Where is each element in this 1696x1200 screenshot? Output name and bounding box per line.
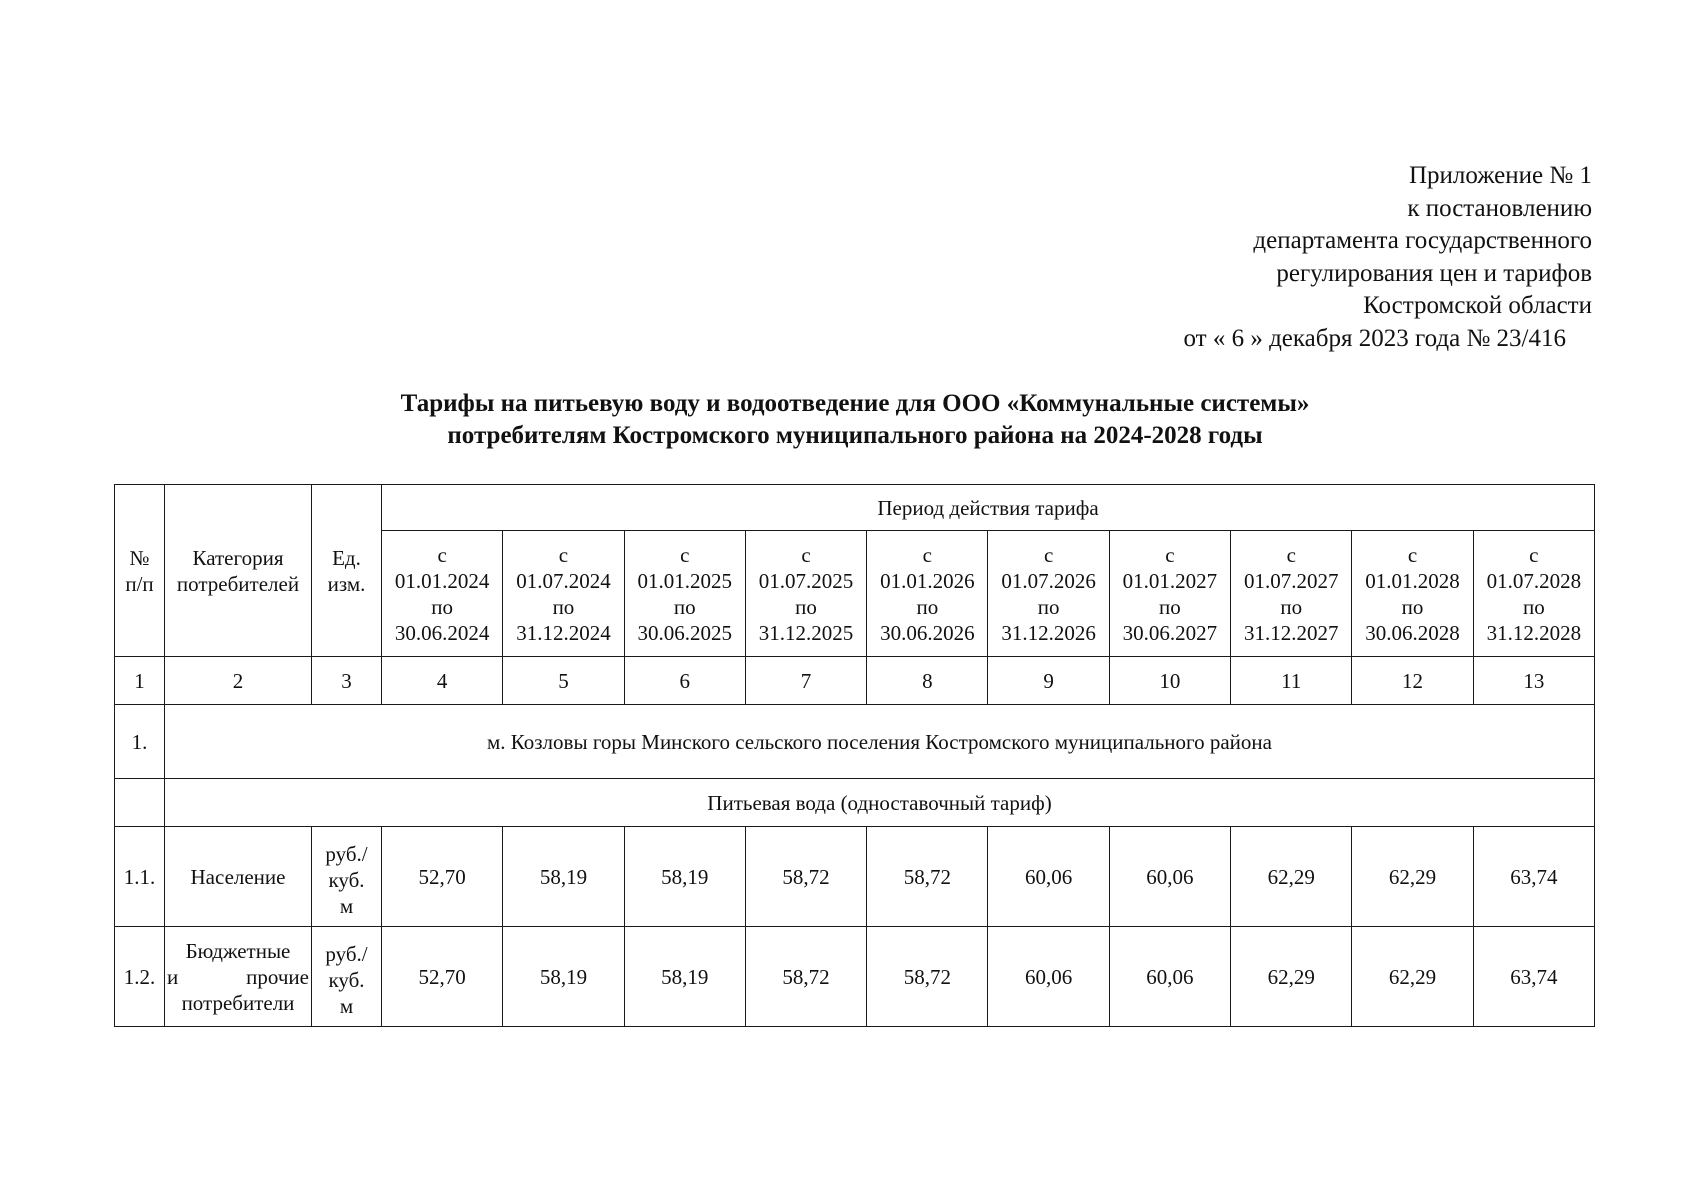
tariff-value: 63,74: [1473, 827, 1594, 927]
category-line: Бюджетные: [185, 938, 291, 963]
period-line: 01.01.2025: [637, 568, 732, 593]
tariff-value: 58,19: [624, 927, 745, 1027]
period-line: 30.06.2026: [880, 620, 975, 645]
period-line: с: [1043, 542, 1054, 567]
column-number: 7: [745, 657, 866, 705]
tariff-value: 62,29: [1231, 927, 1352, 1027]
column-number: 6: [624, 657, 745, 705]
period-line: по: [1522, 594, 1545, 619]
period-line: 01.07.2025: [758, 568, 854, 593]
period-line: 01.01.2026: [880, 568, 975, 593]
header-row-period: [115, 485, 1595, 531]
period-line: 31.12.2024: [516, 620, 611, 645]
tariff-value: 52,70: [382, 827, 503, 927]
period-line: по: [431, 594, 454, 619]
category-line: Население: [190, 864, 286, 889]
period-line: по: [1280, 594, 1303, 619]
column-number: 9: [988, 657, 1109, 705]
row-category: [165, 927, 312, 1027]
tariff-value: 60,06: [988, 827, 1109, 927]
subsection-row: [115, 779, 1595, 827]
tariff-value: 62,29: [1352, 927, 1473, 1027]
period-line: 31.12.2028: [1486, 620, 1582, 645]
header-period-cell: [1352, 531, 1473, 657]
header-unit: Ед. изм.: [312, 485, 382, 657]
row-unit: [312, 827, 382, 927]
period-line: по: [1037, 594, 1060, 619]
row-num: 1.2.: [115, 927, 165, 1027]
tariff-value: 62,29: [1231, 827, 1352, 927]
tariff-value: 58,72: [745, 827, 866, 927]
column-number: 11: [1231, 657, 1352, 705]
period-line: с: [1165, 542, 1175, 567]
tariff-value: 58,72: [867, 827, 988, 927]
unit-line: м: [339, 993, 354, 1018]
header-period-cell: [382, 531, 503, 657]
period-line: с: [801, 542, 811, 567]
tariff-value: 58,19: [503, 827, 624, 927]
header-period-title: Период действия тарифа: [382, 485, 1595, 531]
period-line: с: [1407, 542, 1418, 567]
period-line: 01.07.2027: [1243, 568, 1339, 593]
category-line: потребители: [181, 990, 295, 1015]
period-line: с: [922, 542, 932, 567]
period-line: 01.07.2024: [516, 568, 611, 593]
tariff-value: 58,72: [867, 927, 988, 1027]
column-number: 10: [1109, 657, 1230, 705]
period-line: 31.12.2027: [1243, 620, 1339, 645]
tariff-value: 60,06: [1109, 827, 1230, 927]
appendix-block: [1183, 160, 1592, 356]
header-period-cell: [624, 531, 745, 657]
tariff-value: 58,72: [745, 927, 866, 1027]
tariff-value: 62,29: [1352, 827, 1473, 927]
unit-line: куб.: [328, 967, 365, 992]
period-line: по: [552, 594, 575, 619]
column-number: 4: [382, 657, 503, 705]
row-num: 1.1.: [115, 827, 165, 927]
period-line: по: [1401, 594, 1424, 619]
tariff-value: 58,19: [503, 927, 624, 1027]
table-row: [115, 927, 1595, 1027]
period-line: 01.01.2028: [1365, 568, 1460, 593]
header-period-cell: [503, 531, 624, 657]
header-period-cell: [1109, 531, 1230, 657]
column-numbers-row: [115, 657, 1595, 705]
period-line: по: [673, 594, 696, 619]
column-number: 12: [1352, 657, 1473, 705]
appendix-line: Костромской области: [1363, 292, 1592, 320]
header-period-cell: [1473, 531, 1594, 657]
appendix-line: департамента государственного: [1253, 227, 1592, 255]
subsection-num: [115, 779, 165, 827]
header-period-cell: [1231, 531, 1352, 657]
period-line: по: [1159, 594, 1181, 619]
tariff-value: 52,70: [382, 927, 503, 1027]
period-line: по: [916, 594, 939, 619]
period-line: с: [680, 542, 690, 567]
header-num: № п/п: [115, 485, 165, 657]
header-period-cell: [988, 531, 1109, 657]
period-line: 30.06.2024: [394, 620, 490, 645]
header-period-cell: [745, 531, 866, 657]
period-line: по: [795, 594, 817, 619]
tariff-value: 63,74: [1473, 927, 1594, 1027]
unit-line: руб./: [325, 941, 368, 966]
period-line: 30.06.2028: [1365, 620, 1460, 645]
period-line: 01.07.2028: [1486, 568, 1582, 593]
document-title: [0, 388, 1696, 452]
appendix-line: Приложение № 1: [1408, 162, 1592, 189]
row-category: [165, 827, 312, 927]
column-number: 8: [867, 657, 988, 705]
column-number: 5: [503, 657, 624, 705]
period-line: 01.07.2026: [1001, 568, 1096, 593]
period-line: 30.06.2027: [1122, 620, 1218, 645]
header-period-cell: [867, 531, 988, 657]
period-line: с: [1286, 542, 1296, 567]
column-number: 13: [1473, 657, 1594, 705]
table-row: [115, 827, 1595, 927]
column-number: 1: [115, 657, 165, 705]
section-row: [115, 705, 1595, 779]
subsection-name: Питьевая вода (одноставочный тариф): [165, 779, 1595, 827]
period-line: 30.06.2025: [637, 620, 732, 645]
unit-line: руб./: [325, 841, 368, 866]
title-line-2: потребителям Костромского муниципального района на 2024-2028 годы: [447, 422, 1263, 449]
tariff-value: 60,06: [1109, 927, 1230, 1027]
tariff-table: [114, 484, 1595, 1027]
period-line: 31.12.2025: [758, 620, 854, 645]
column-number: 3: [312, 657, 382, 705]
period-line: 31.12.2026: [1001, 620, 1096, 645]
category-line: и прочие: [167, 964, 309, 989]
tariff-value: 58,19: [624, 827, 745, 927]
appendix-line: к постановлению: [1407, 194, 1592, 222]
period-line: с: [1529, 542, 1539, 567]
column-number: 2: [165, 657, 312, 705]
section-name: м. Козловы горы Минского сельского поселения Костромского муниципального района: [165, 705, 1595, 779]
row-unit: [312, 927, 382, 1027]
unit-line: м: [339, 893, 354, 918]
title-line-1: Тарифы на питьевую воду и водоотведение для ООО «Коммунальные системы»: [400, 390, 1310, 417]
period-line: с: [437, 542, 447, 567]
period-line: 01.01.2027: [1122, 568, 1218, 593]
tariff-value: 60,06: [988, 927, 1109, 1027]
unit-line: куб.: [328, 867, 365, 892]
appendix-line: регулирования цен и тарифов: [1276, 259, 1592, 287]
header-category: Категория потребителей: [165, 485, 312, 657]
period-line: 01.01.2024: [394, 568, 490, 593]
appendix-date-line: от « 6 » декабря 2023 года № 23/416: [1183, 324, 1566, 352]
section-num: 1.: [115, 705, 165, 779]
period-line: с: [558, 542, 569, 567]
